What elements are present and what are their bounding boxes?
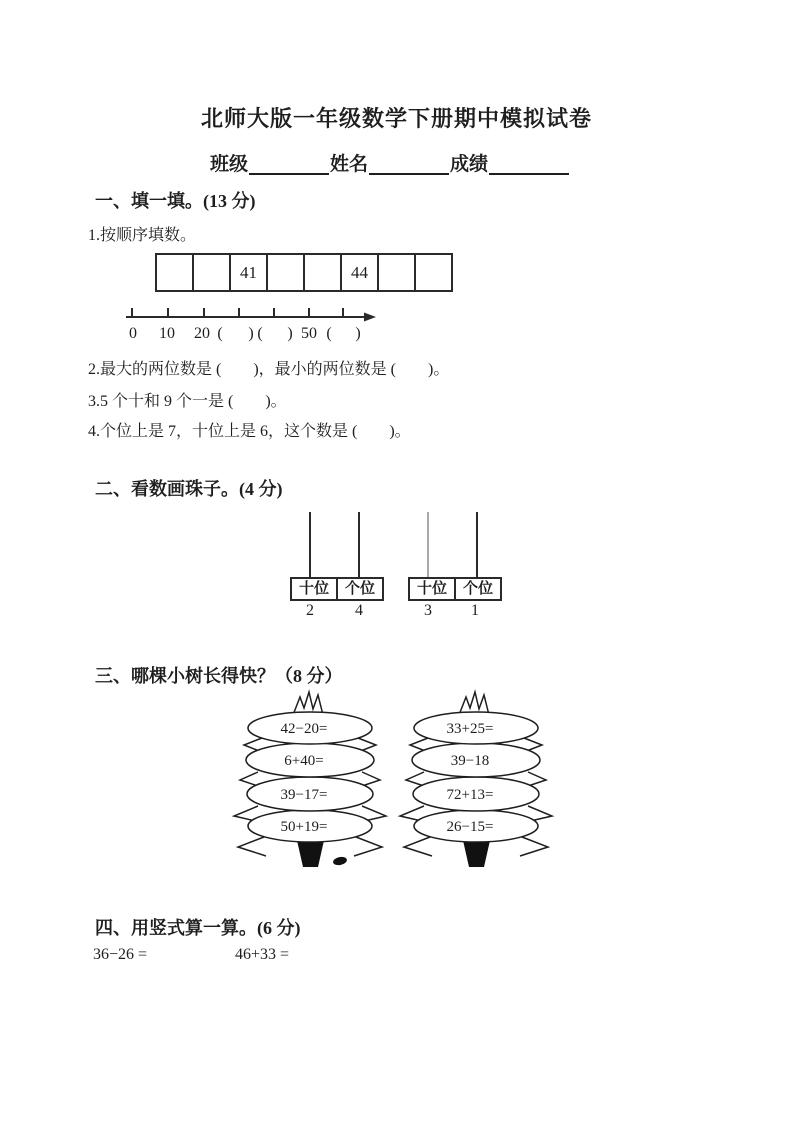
page-title: 北师大版一年级数学下册期中模拟试卷	[200, 106, 592, 131]
section1-q1-label: 1.按顺序填数。	[88, 227, 197, 244]
name-blank	[369, 155, 449, 175]
section1-q4: 4.个位上是 7，十位上是 6，这个数是 ( )。	[88, 423, 411, 440]
tree-2	[400, 692, 552, 867]
score-blank	[489, 155, 569, 175]
place-value-box	[290, 577, 384, 601]
ones-value: 4	[355, 602, 363, 619]
tree1-eq-3: 39−17=	[280, 787, 328, 803]
tens-value: 3	[424, 602, 432, 619]
tree1-eq-1: 42−20=	[280, 721, 328, 737]
tree1-eq-2: 6+40=	[284, 753, 324, 769]
blank-paren: (	[217, 325, 223, 342]
section1-q3: 3.5 个十和 9 个一是 ( )。	[88, 393, 287, 410]
tens-rod	[309, 512, 311, 577]
section1-heading: 一、填一填。(13 分)	[95, 191, 256, 211]
tick-label: 20	[194, 325, 210, 342]
ones-rod	[358, 512, 360, 577]
class-label: 班级	[210, 154, 249, 175]
tick-label: 50	[301, 325, 317, 342]
ones-label: 个位	[344, 581, 375, 597]
sequence-cell: 44	[342, 255, 379, 290]
place-value-box	[408, 577, 502, 601]
section2-heading: 二、看数画珠子。(4 分)	[95, 479, 283, 499]
sequence-cell	[416, 255, 451, 290]
tree-1	[234, 692, 386, 867]
section4-heading: 四、用竖式算一算。(6 分)	[95, 918, 301, 938]
sequence-cell	[379, 255, 416, 290]
tree1-eq-4: 50+19=	[280, 819, 328, 835]
arrow-right-icon	[364, 313, 376, 322]
ground-blob	[332, 856, 347, 867]
tens-label: 十位	[292, 579, 338, 599]
blank-paren: )	[355, 325, 361, 342]
ones-rod	[476, 512, 478, 577]
student-info-line	[210, 149, 570, 176]
tree2-eq-4: 26−15=	[446, 819, 494, 835]
score-label: 成绩	[450, 154, 489, 175]
section4-expr1: 36−26 =	[93, 946, 148, 963]
tree2-eq-3: 72+13=	[446, 787, 494, 803]
blank-paren: (	[326, 325, 332, 342]
tens-value: 2	[306, 602, 314, 619]
number-line	[120, 306, 384, 346]
tree2-eq-2: 39−18	[450, 753, 490, 769]
name-label: 姓名	[330, 154, 369, 175]
sequence-cell	[157, 255, 194, 290]
blank-paren: (	[257, 325, 263, 342]
tree-comparison-figure	[228, 688, 568, 874]
tens-label: 十位	[410, 579, 456, 599]
ones-label: 个位	[462, 581, 493, 597]
number-sequence-table	[155, 253, 453, 292]
sequence-cell	[268, 255, 305, 290]
sequence-cell	[194, 255, 231, 290]
bead-chart-2	[408, 512, 502, 618]
tick-label: 0	[129, 325, 137, 342]
bead-chart-1	[290, 512, 384, 618]
section4-expr2: 46+33 =	[235, 946, 290, 963]
tree2-eq-1: 33+25=	[446, 721, 494, 737]
blank-paren: )	[287, 325, 293, 342]
tick-label: 10	[159, 325, 175, 342]
sequence-cell	[305, 255, 342, 290]
blank-paren: )	[248, 325, 254, 342]
section3-heading: 三、哪棵小树长得快？（8 分）	[95, 666, 343, 686]
section1-q2: 2.最大的两位数是 ( )，最小的两位数是 ( )。	[88, 361, 450, 378]
class-blank	[249, 155, 329, 175]
sequence-cell: 41	[231, 255, 268, 290]
tens-rod	[427, 512, 429, 577]
ones-value: 1	[471, 602, 479, 619]
